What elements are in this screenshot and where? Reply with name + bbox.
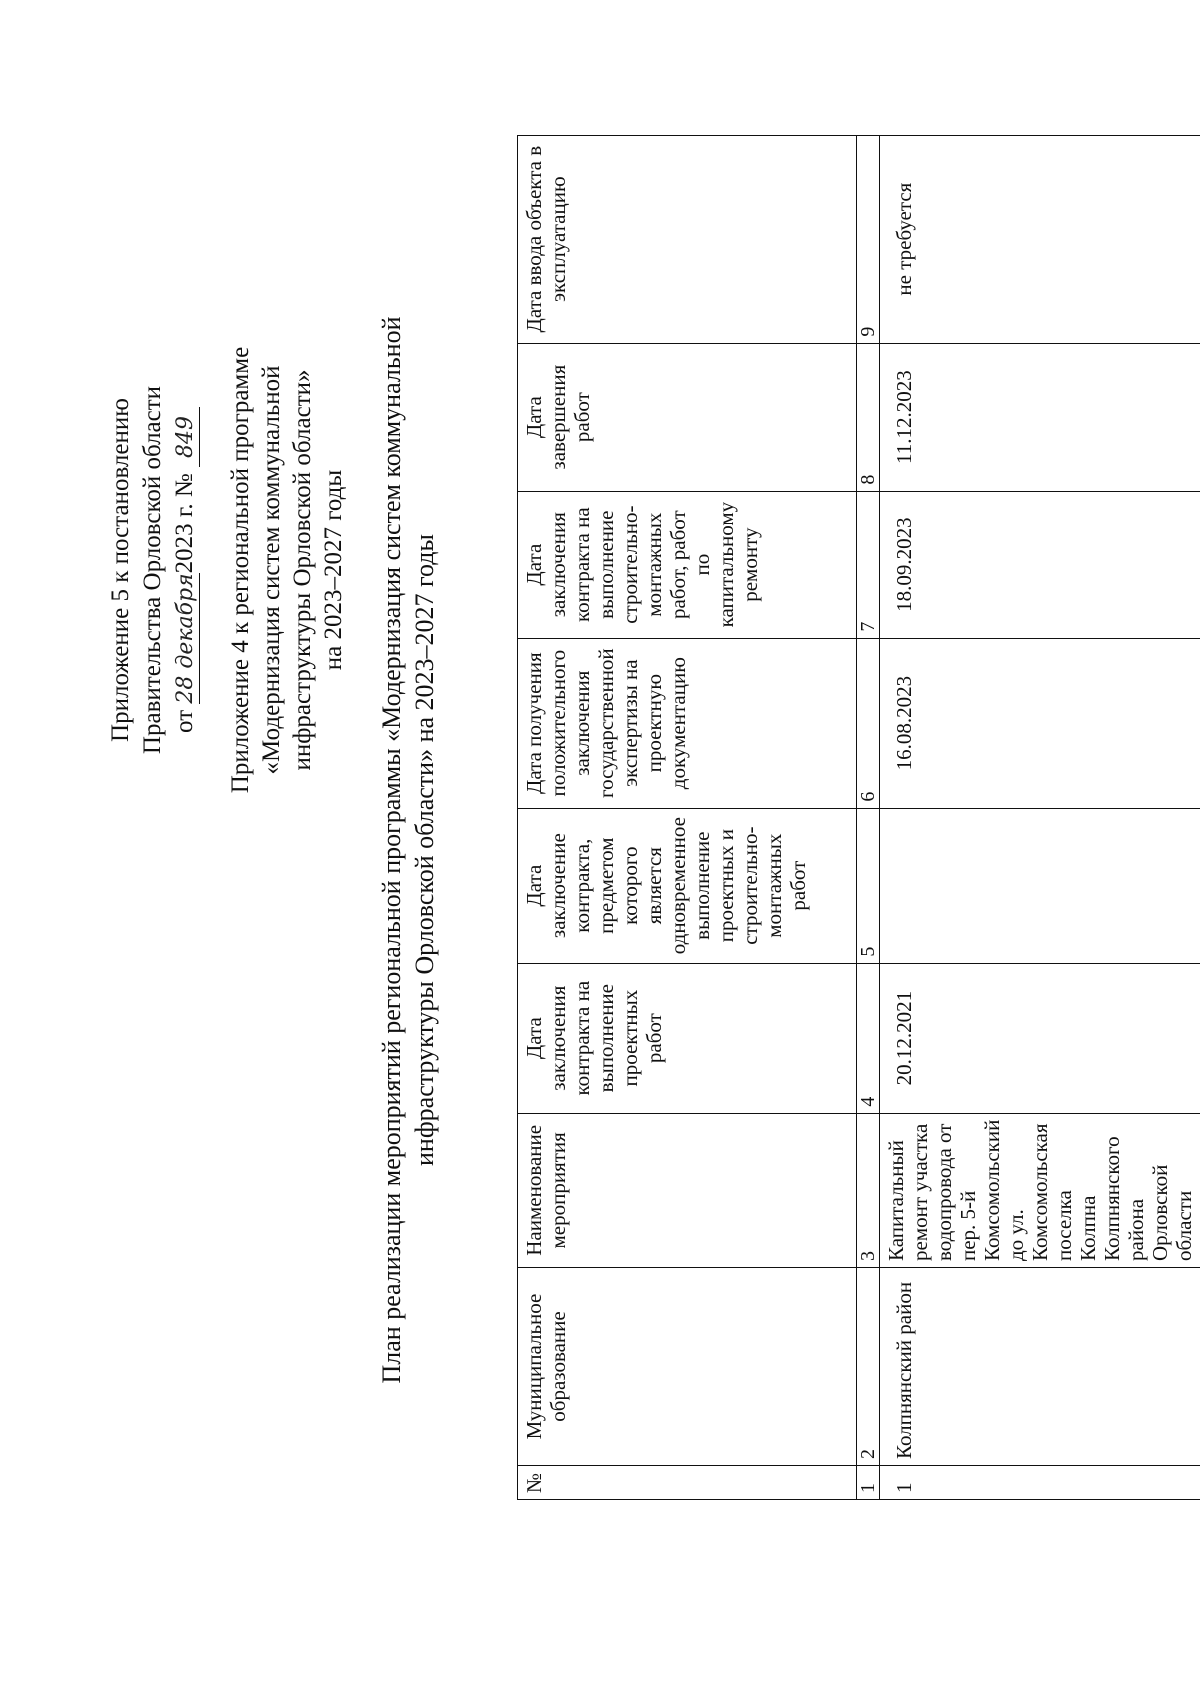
column-number: 4: [857, 963, 880, 1113]
column-number: 1: [857, 1466, 880, 1500]
date-prefix: от: [171, 709, 198, 733]
column-number-row: [857, 135, 880, 1499]
column-number: 6: [857, 638, 880, 808]
header-cell-commissioning: Дата ввода объекта в эксплуатацию: [518, 135, 857, 343]
handwritten-number: 849: [173, 407, 200, 467]
cell-design-contract-date: 20.12.2021: [880, 963, 1200, 1113]
appendix-5-header: [105, 190, 201, 950]
plan-title-line2: инфраструктуры Орловской области» на 2023–2027 годы: [410, 534, 439, 1166]
header-cell-design-build-contract: Дата заключение контракта, предметом которого является одновременное выполнение проектных и строительно-монтажных работ: [518, 808, 857, 963]
column-number: 5: [857, 808, 880, 963]
cell-expertise-date: 16.08.2023: [880, 638, 1200, 808]
header-cell-construction-contract: Дата заключения контракта на выполнение строительно-монтажных работ, работ по капитальному ремонту: [518, 491, 857, 638]
header-cell-design-contract: Дата заключения контракта на выполнение проектных работ: [518, 963, 857, 1113]
column-number: 8: [857, 343, 880, 491]
handwritten-date: 28 декабря: [173, 573, 198, 704]
column-number: 3: [857, 1113, 880, 1267]
plan-title: [375, 190, 441, 1510]
appendix-5-line1: Приложение 5 к постановлению: [107, 398, 134, 742]
plan-title-line1: План реализации мероприятий региональной программы «Модернизация систем коммунальной: [377, 316, 406, 1384]
appendix-4-line1: Приложение 4 к региональной программе: [227, 346, 254, 794]
header-cell-event: Наименование мероприятия: [518, 1113, 857, 1267]
cell-design-build-contract-date: [880, 808, 1200, 963]
appendix-5-line2: Правительства Орловской области: [139, 385, 166, 755]
year-text: 2023 г. №: [171, 473, 198, 574]
cell-municipality: Колпнянский район: [880, 1268, 1200, 1466]
table-header-row: [518, 135, 857, 1499]
column-number: 2: [857, 1268, 880, 1466]
appendix-4-line2: «Модернизация систем коммунальной: [258, 365, 285, 775]
cell-event: Капитальный ремонт участка водопровода от пер. 5-й Комсомольский до ул. Комсомольская поселка Колпна Колпнянского района Орловской области: [880, 1113, 1200, 1267]
appendix-4-line3: инфраструктуры Орловской области»: [289, 369, 316, 771]
plan-table: [517, 135, 1200, 1500]
cell-commissioning-date: не требуется: [880, 135, 1200, 343]
appendix-4-line4: на 2023–2027 годы: [320, 469, 347, 671]
appendix-5-date-line: [169, 190, 201, 950]
header-cell-municipality: Муниципальное образование: [518, 1268, 857, 1466]
table-row: [880, 135, 1200, 1499]
header-cell-number: №: [518, 1466, 857, 1500]
column-number: 9: [857, 135, 880, 343]
appendix-4-header: [225, 190, 349, 950]
header-cell-expertise: Дата получения положительного заключения государственной экспертизы на проектную документацию: [518, 638, 857, 808]
header-cell-completion: Дата завершения работ: [518, 343, 857, 491]
rotated-document: [35, 30, 1196, 1630]
column-number: 7: [857, 491, 880, 638]
cell-row-number: 1: [880, 1466, 1200, 1500]
cell-construction-contract-date: 18.09.2023: [880, 491, 1200, 638]
cell-completion-date: 11.12.2023: [880, 343, 1200, 491]
